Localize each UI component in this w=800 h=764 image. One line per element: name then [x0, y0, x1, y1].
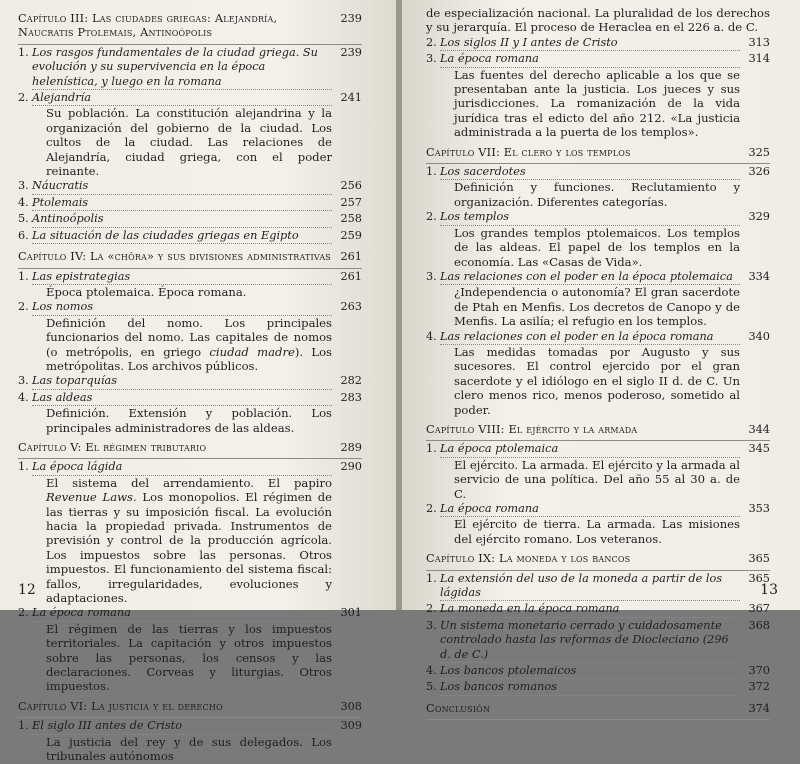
- toc-item: [426, 270, 770, 285]
- item-description: El ejército de tierra. La armada. Las misiones del ejército romano. Los veteranos.: [454, 517, 740, 546]
- item-title: Los rasgos fundamentales de la ciudad griega. Su evolución y su supervivencia en la época helenística, y luego en la romana: [32, 46, 332, 90]
- toc-item: [18, 391, 362, 406]
- page-ref: 301: [340, 606, 362, 620]
- item-title: Náucratis: [32, 179, 332, 194]
- chapter-6-heading: [18, 700, 362, 718]
- toc-item: [426, 572, 770, 602]
- item-title: Antinoópolis: [32, 212, 332, 227]
- item-title: Los templos: [440, 210, 740, 225]
- desc-text: ). Los metrópolitas. Los archivos públicos.: [46, 344, 333, 373]
- page-ref: 367: [748, 602, 770, 616]
- item-number: 4.: [426, 664, 437, 678]
- chapter-4-heading: [18, 250, 362, 268]
- page-ref: 329: [748, 210, 770, 224]
- toc-item: [426, 680, 770, 695]
- page-ref: 314: [748, 52, 770, 66]
- chapter-3-heading: [18, 12, 362, 45]
- toc-item: [18, 179, 362, 194]
- page-ref: 340: [748, 329, 770, 343]
- page-ref: 258: [340, 212, 362, 226]
- page-ref: 368: [748, 618, 770, 632]
- desc-text: El sistema del arrendamiento. El papiro: [46, 475, 332, 490]
- item-description: El ejército. La armada. El ejército y la armada al servicio de una política. Del año 55 al 30 a. de C.: [454, 457, 740, 501]
- item-number: 2.: [426, 35, 437, 49]
- item-title: Las relaciones con el poder en la época ptolemaica: [440, 270, 740, 285]
- chapter-title: Capítulo V: El régimen tributario: [18, 440, 207, 454]
- page-ref: 344: [748, 422, 770, 436]
- item-number: 5.: [18, 212, 29, 226]
- item-title: Los siglos II y I antes de Cristo: [440, 36, 740, 51]
- item-title: Las aldeas: [32, 391, 332, 406]
- page-ref: 241: [340, 91, 362, 105]
- item-number: 1.: [18, 719, 29, 733]
- toc-item: [426, 36, 770, 51]
- left-page: [0, 0, 398, 764]
- item-number: 1.: [426, 442, 437, 456]
- toc-item: [18, 229, 362, 244]
- chapter-title: Capítulo VI: La justicia y el derecho: [18, 699, 223, 713]
- item-title: La extensión del uso de la moneda a partir de los lágidas: [440, 572, 740, 602]
- page-ref: 259: [340, 228, 362, 242]
- item-title: Un sistema monetario cerrado y cuidadosamente controlado hasta las reformas de Diocleciano (296 d. de C.): [440, 619, 740, 663]
- toc-item: [426, 619, 770, 663]
- toc-right: [426, 6, 770, 720]
- page-ref: 309: [340, 719, 362, 733]
- item-number: 1.: [18, 269, 29, 283]
- item-number: 1.: [18, 460, 29, 474]
- item-number: 5.: [426, 680, 437, 694]
- item-title: La moneda en la época romana: [440, 602, 740, 617]
- item-number: 1.: [426, 571, 437, 585]
- item-title: La época romana: [440, 502, 740, 517]
- page-ref: 365: [748, 552, 770, 566]
- item-description: Su población. La constitución alejandrina y la organización del gobierno de la ciudad. Los cultos de la ciudad. Las relaciones de Alejandría, ciudad griega, con el poder reinante.: [46, 106, 332, 179]
- toc-item: [426, 602, 770, 617]
- chapter-8-heading: [426, 423, 770, 441]
- item-number: 1.: [426, 165, 437, 179]
- toc-item: [426, 664, 770, 679]
- item-title: Ptolemais: [32, 196, 332, 211]
- page-number: 13: [760, 582, 778, 598]
- item-title: La época romana: [32, 606, 332, 621]
- item-number: 4.: [426, 329, 437, 343]
- page-ref: 334: [748, 269, 770, 283]
- toc-item: [18, 719, 362, 734]
- chapter-9-heading: [426, 552, 770, 570]
- item-number: 3.: [426, 269, 437, 283]
- page-ref: 239: [340, 12, 362, 25]
- toc-item: [426, 502, 770, 517]
- item-description: El régimen de las tierras y los impuestos territoriales. La capitación y otros impuestos sobre las personas, los censos y las declaraciones. Corveas y liturgias. Otros impuestos.: [46, 621, 332, 694]
- chapter-title: Capítulo VII: El clero y los templos: [426, 145, 631, 159]
- item-number: 4.: [18, 390, 29, 404]
- page-ref: 261: [340, 269, 362, 283]
- chapter-title: Capítulo III: Las ciudades griegas: Alejandría, Naucratis Ptolemais, Antinoópolis: [18, 12, 278, 40]
- toc-item: [18, 270, 362, 285]
- item-description: [18, 316, 362, 374]
- right-page: [402, 0, 800, 715]
- page-ref: 256: [340, 179, 362, 193]
- desc-text: . Los monopolios. El régimen de las tierras y su imposición fiscal. La evolución hacia la propiedad privada. Instrumentos de previsión y control de la producción agrícola. Los impuestos sobre las personas. Otros impuestos. El funcionamiento del sistema fiscal: fallos, irregularidades, evoluciones y adaptaciones.: [46, 490, 333, 606]
- item-number: 3.: [426, 618, 437, 632]
- page-ref: 326: [748, 165, 770, 179]
- toc-item: [426, 165, 770, 180]
- item-description: ¿Independencia o autonomía? El gran sacerdote de Ptah en Menfis. Los decretos de Canopo y de Menfis. La asilía; el refugio en los templos.: [454, 285, 740, 329]
- toc-item: [426, 210, 770, 225]
- item-number: 2.: [426, 210, 437, 224]
- item-title: La época romana: [440, 52, 740, 67]
- item-description: [18, 476, 362, 606]
- toc-item: [18, 46, 362, 90]
- item-description: Definición y funciones. Reclutamiento y organización. Diferentes categorías.: [454, 180, 740, 209]
- item-title: Los bancos romanos: [440, 680, 740, 695]
- toc-item: [18, 196, 362, 211]
- toc-item: [426, 330, 770, 345]
- item-number: 3.: [18, 179, 29, 193]
- toc-item: [18, 212, 362, 227]
- item-title: Los sacerdotes: [440, 165, 740, 180]
- page-ref: 257: [340, 195, 362, 209]
- page-ref: 263: [340, 300, 362, 314]
- item-title: La época ptolemaica: [440, 442, 740, 457]
- item-title: Las toparquías: [32, 374, 332, 389]
- item-number: 3.: [426, 52, 437, 66]
- item-description: Época ptolemaica. Época romana.: [46, 284, 247, 299]
- item-title: Los nomos: [32, 300, 332, 315]
- page-ref: 374: [748, 701, 770, 715]
- item-number: 1.: [18, 45, 29, 59]
- item-number: 2.: [18, 606, 29, 620]
- desc-italic: ciudad madre: [209, 344, 295, 359]
- item-number: 6.: [18, 228, 29, 242]
- toc-item: [18, 606, 362, 621]
- item-number: 2.: [426, 602, 437, 616]
- page-ref: 290: [340, 460, 362, 474]
- continuation-text: de especialización nacional. La pluralidad de los derechos y su jerarquía. El proceso de Heraclea en el 226 a. de C.: [426, 6, 770, 35]
- page-ref: 372: [748, 680, 770, 694]
- item-title: La situación de las ciudades griegas en Egipto: [32, 229, 332, 244]
- chapter-title: Capítulo IV: La «chôra» y sus divisiones administrativas: [18, 250, 331, 264]
- page-ref: 282: [340, 374, 362, 388]
- item-title: Las relaciones con el poder en la época romana: [440, 330, 740, 345]
- chapter-7-heading: [426, 146, 770, 164]
- page-ref: 353: [748, 502, 770, 515]
- toc-item: [18, 374, 362, 389]
- chapter-title: Capítulo IX: La moneda y los bancos: [426, 552, 631, 566]
- item-number: 2.: [18, 91, 29, 105]
- item-title: El siglo III antes de Cristo: [32, 719, 332, 734]
- desc-italic: Revenue Laws: [46, 490, 133, 505]
- item-description: Las medidas tomadas por Augusto y sus sucesores. El control ejercido por el gran sacerdote y el idiólogo en el siglo II d. de C. Un clero menos rico, menos poderoso, sometido al poder.: [454, 344, 740, 417]
- item-description: Las fuentes del derecho aplicable a los que se presentaban ante la justicia. Los jueces y sus jurisdicciones. La romanización de la vida jurídica tras el edicto del año 212. «La justicia administrada a la puerta de los templos».: [454, 67, 740, 140]
- item-number: 4.: [18, 195, 29, 209]
- desc-text: Definición del nomo. Los principales funcionarios del nomo. Las capitales de nomos (o metrópolis, en griego: [46, 315, 332, 359]
- chapter-title: Conclusión: [426, 701, 491, 715]
- toc-item: [18, 91, 362, 106]
- page-number: 12: [18, 582, 36, 598]
- toc-item: [18, 300, 362, 315]
- conclusion-heading: [426, 702, 770, 720]
- page-ref: 313: [748, 35, 770, 49]
- item-title: Alejandría: [32, 91, 332, 106]
- toc-item: [18, 460, 362, 475]
- item-number: 2.: [426, 502, 437, 515]
- page-ref: 345: [748, 442, 770, 456]
- toc-item: [426, 52, 770, 67]
- page-ref: 365: [748, 571, 770, 585]
- page-ref: 308: [340, 699, 362, 713]
- item-title: Las epistrategias: [32, 270, 332, 285]
- item-title: Los bancos ptolemaicos: [440, 664, 740, 679]
- item-number: 2.: [18, 300, 29, 314]
- chapter-5-heading: [18, 441, 362, 459]
- item-description: Definición. Extensión y población. Los principales administradores de las aldeas.: [46, 406, 332, 435]
- item-description: La justicia del rey y de sus delegados. Los tribunales autónomos: [46, 734, 332, 764]
- page-ref: 370: [748, 664, 770, 678]
- item-number: 3.: [18, 374, 29, 388]
- page-ref: 283: [340, 390, 362, 404]
- toc-left: [18, 12, 362, 764]
- page-ref: 239: [340, 45, 362, 59]
- item-title: La época lágida: [32, 460, 332, 475]
- toc-item: [426, 442, 770, 457]
- page-ref: 289: [340, 440, 362, 454]
- page-ref: 325: [748, 145, 770, 159]
- item-description: Los grandes templos ptolemaicos. Los templos de las aldeas. El papel de los templos en la economía. Las «Casas de Vida».: [454, 225, 740, 269]
- chapter-title: Capítulo VIII: El ejército y la armada: [426, 422, 638, 436]
- page-ref: 261: [340, 250, 362, 264]
